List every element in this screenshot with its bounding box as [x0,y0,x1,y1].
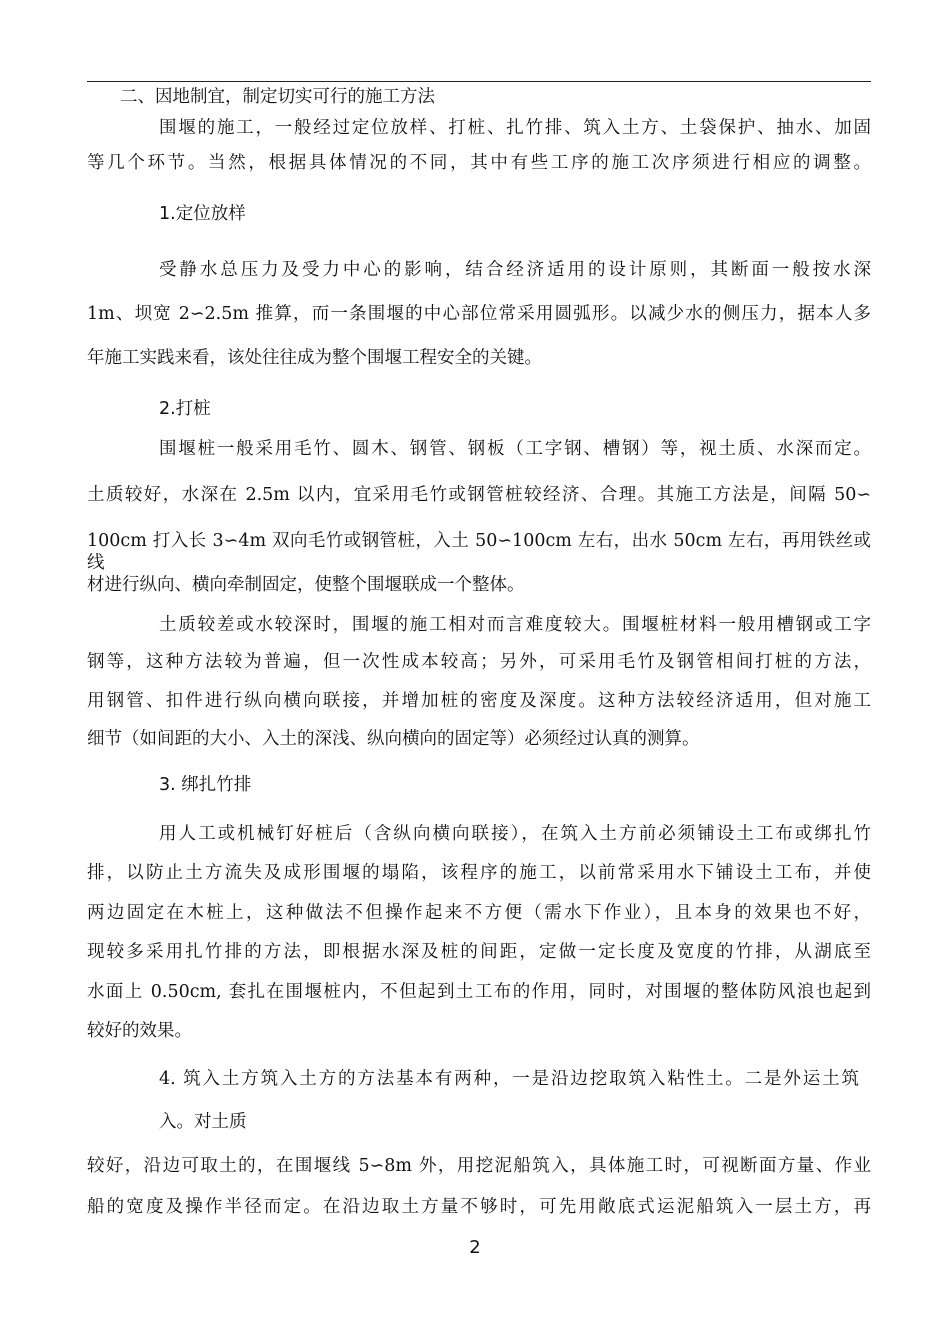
subheading-piling: 2.打桩 [159,399,211,419]
paragraph-line: 土质较好，水深在 2.5m 以内，宜采用毛竹或钢管桩较经济、合理。其施工方法是，间隔 50∽ [87,485,871,505]
paragraph-line: 水面上 0.50cm, 套扎在围堰桩内，不但起到土工布的作用，同时，对围堰的整体防风浪也起到 [87,982,871,1002]
paragraph-line: 排，以防止土方流失及成形围堰的塌陷，该程序的施工，以前常采用水下铺设土工布，并使 [87,863,871,883]
section-title: 二、因地制宜，制定切实可行的施工方法 [120,87,435,107]
paragraph-line: 4. 筑入土方筑入土方的方法基本有两种，一是沿边挖取筑入粘性土。二是外运土筑 [159,1069,859,1089]
paragraph-line: 等几个环节。当然，根据具体情况的不同，其中有些工序的施工次序须进行相应的调整。 [87,153,871,173]
header-rule [87,81,871,82]
paragraph-line: 材进行纵向、横向牵制固定，使整个围堰联成一个整体。 [87,575,525,595]
paragraph-line: 较好的效果。 [87,1021,192,1041]
paragraph-line: 100cm 打入长 3∽4m 双向毛竹或钢管桩，入土 50∽100cm 左右，出水 50cm 左右，再用铁丝或线 [87,531,871,573]
paragraph-line: 船的宽度及操作半径而定。在沿边取土方量不够时，可先用敞底式运泥船筑入一层土方，再 [87,1197,871,1217]
subheading-bamboo-raft: 3. 绑扎竹排 [159,775,252,795]
page-number: 2 [469,1237,481,1258]
paragraph-line: 1m、坝宽 2∽2.5m 推算，而一条围堰的中心部位常采用圆弧形。以减少水的侧压力，据本人多 [87,304,871,324]
paragraph-line: 较好，沿边可取土的，在围堰线 5∽8m 外，用挖泥船筑入，具体施工时，可视断面方量、作业 [87,1156,871,1176]
paragraph-line: 钢等，这种方法较为普遍，但一次性成本较高；另外，可采用毛竹及钢管相间打桩的方法， [87,652,871,672]
paragraph-line: 入。对土质 [159,1112,247,1132]
paragraph-line: 用钢管、扣件进行纵向横向联接，并增加桩的密度及深度。这种方法较经济适用，但对施工 [87,691,871,711]
paragraph-line: 土质较差或水较深时，围堰的施工相对而言难度较大。围堰桩材料一般用槽钢或工字 [159,615,871,635]
paragraph-line: 围堰桩一般采用毛竹、圆木、钢管、钢板（工字钢、槽钢）等，视土质、水深而定。 [159,439,871,459]
paragraph-line: 现较多采用扎竹排的方法，即根据水深及桩的间距，定做一定长度及宽度的竹排，从湖底至 [87,942,871,962]
paragraph-line: 年施工实践来看，该处往往成为整个围堰工程安全的关键。 [87,348,542,368]
paragraph-line: 两边固定在木桩上，这种做法不但操作起来不方便（需水下作业），且本身的效果也不好， [87,903,871,923]
paragraph-line: 用人工或机械钉好桩后（含纵向横向联接），在筑入土方前必须铺设土工布或绑扎竹 [159,824,871,844]
paragraph-line: 细节（如间距的大小、入土的深浅、纵向横向的固定等）必须经过认真的测算。 [87,729,700,749]
paragraph-line: 受静水总压力及受力中心的影响，结合经济适用的设计原则，其断面一般按水深 [159,260,871,280]
subheading-positioning: 1.定位放样 [159,204,246,224]
paragraph-line: 围堰的施工，一般经过定位放样、打桩、扎竹排、筑入土方、土袋保护、抽水、加固 [159,118,871,138]
